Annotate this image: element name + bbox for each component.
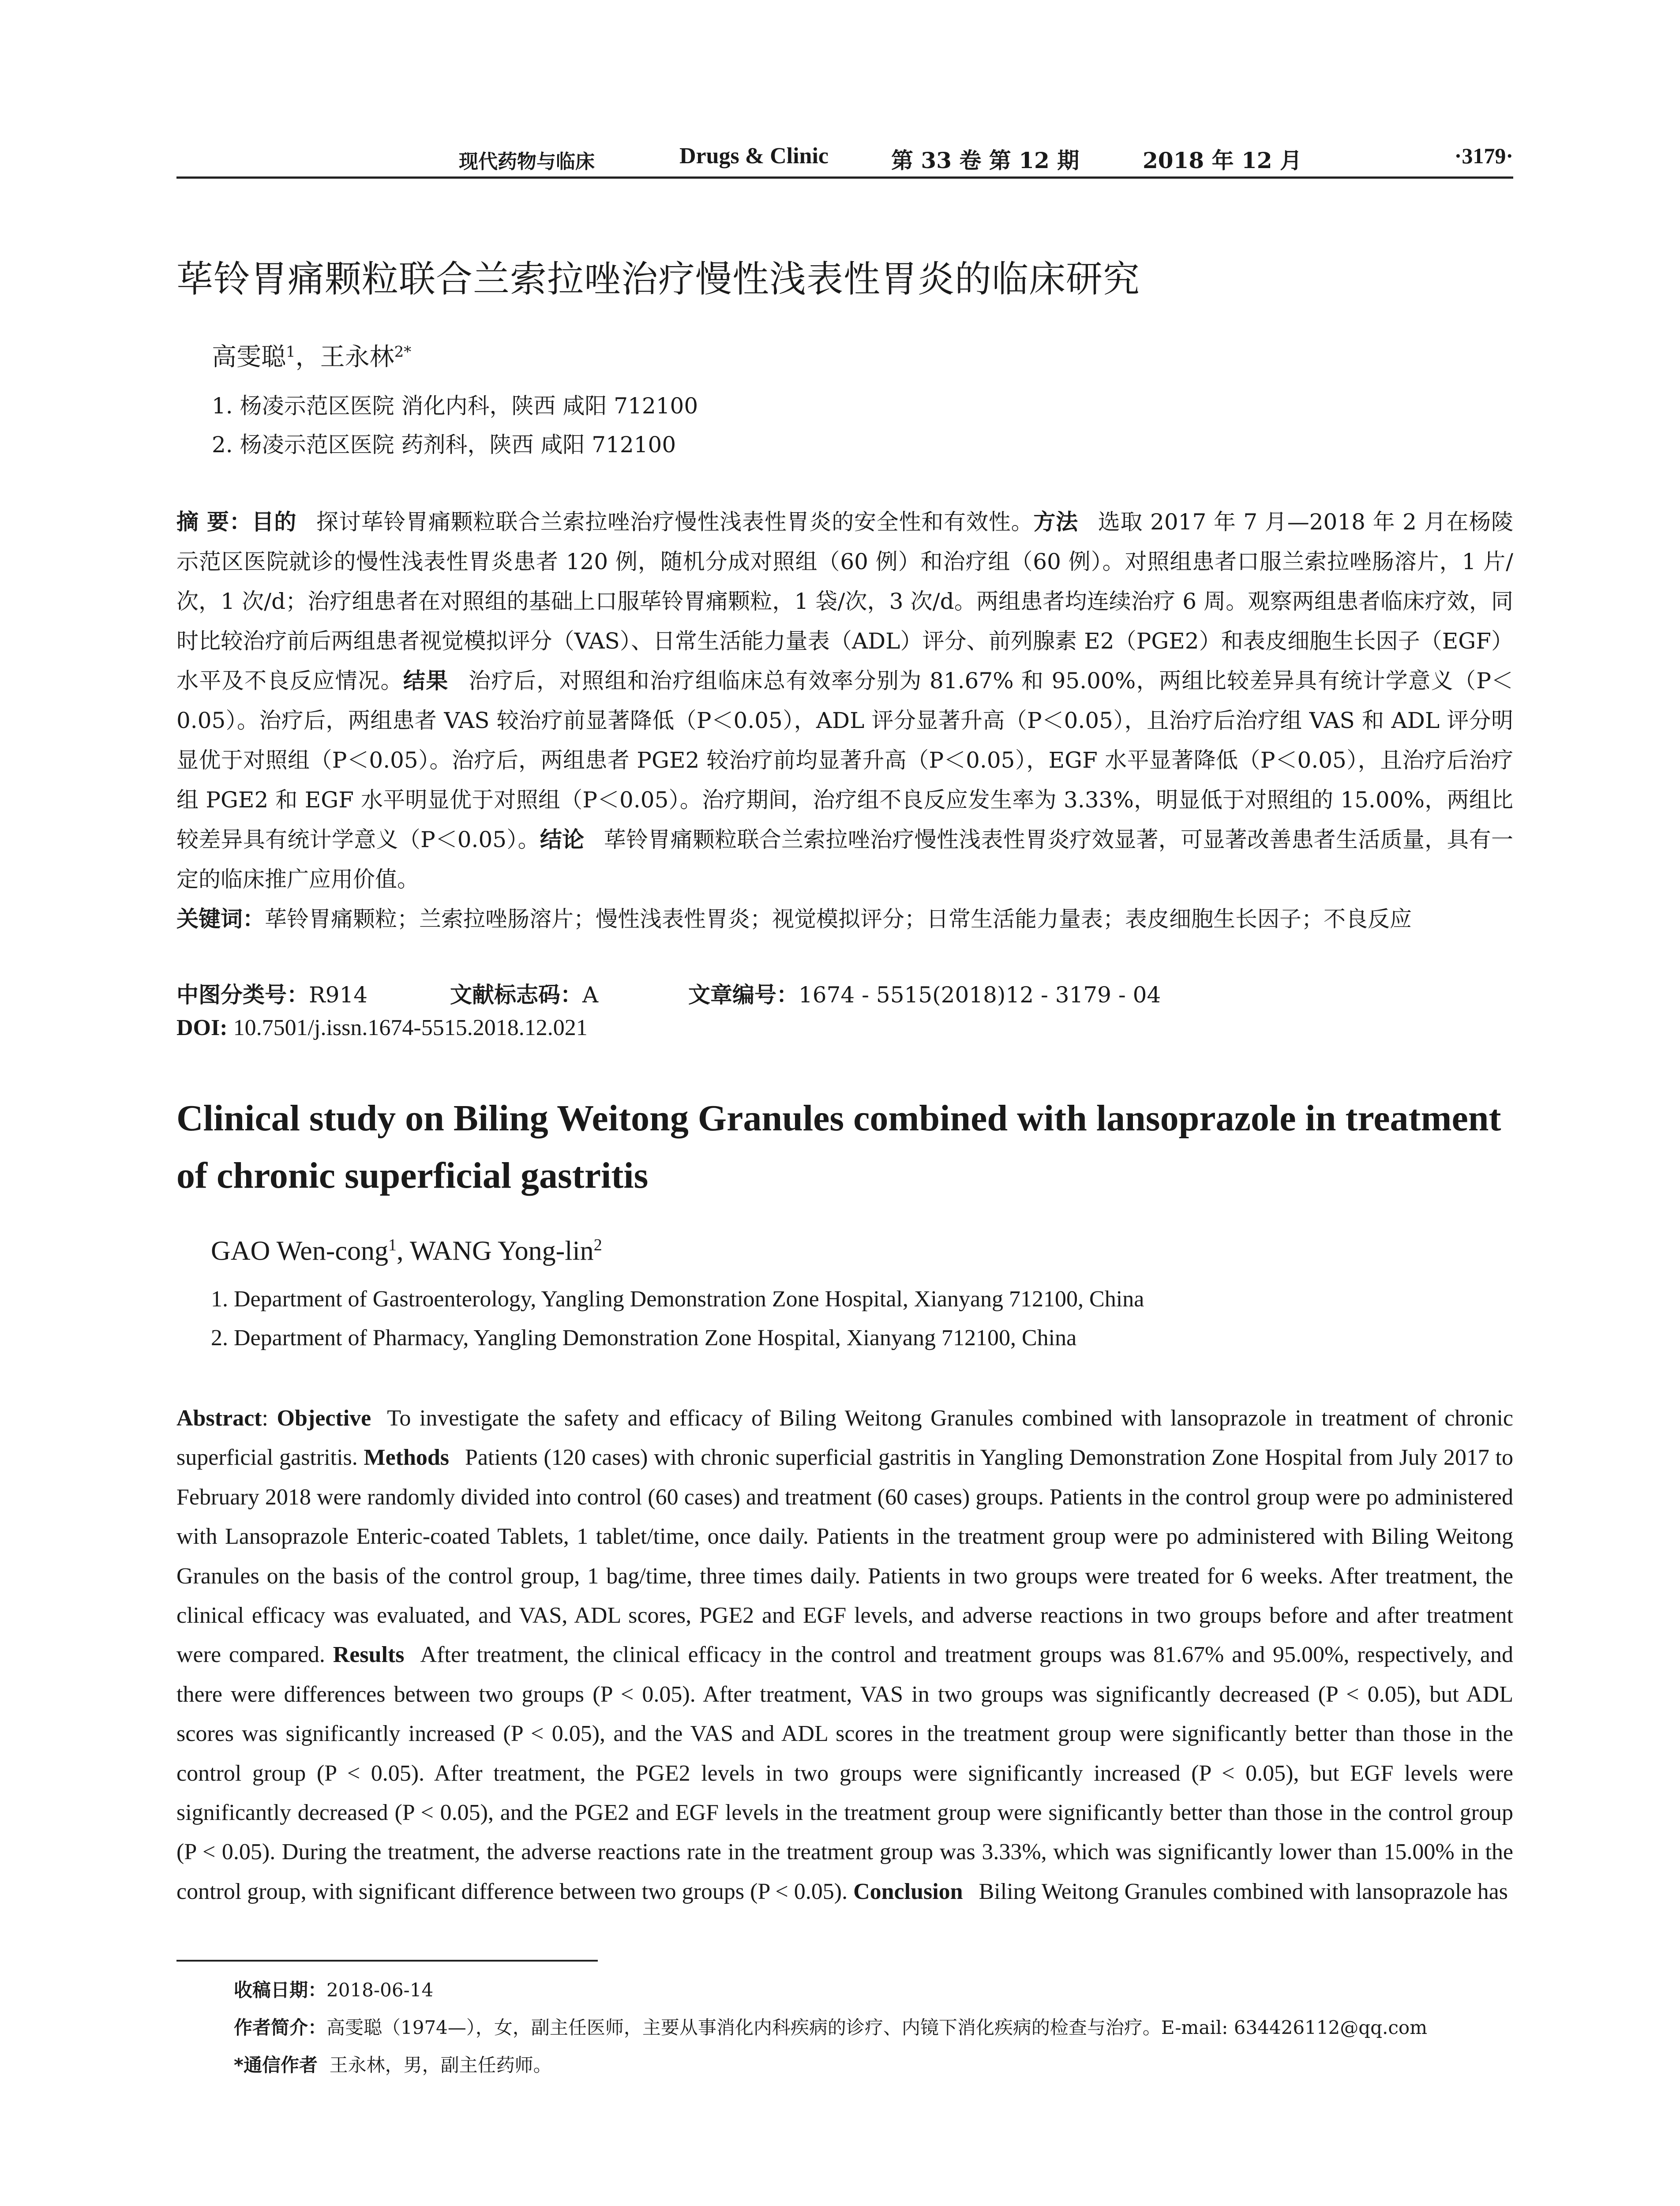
corresponding-author-label: *通信作者: [234, 2054, 318, 2076]
header-rule: [176, 176, 1513, 179]
author-2-en-affiliation-mark: 2: [593, 1236, 602, 1254]
methods-cn-text: 选取 2017 年 7 月—2018 年 2 月在杨陵示范区医院就诊的慢性浅表性胃炎患者 120 例，随机分成对照组（60 例）和治疗组（60 例）。对照组患者口服兰索拉唑肠溶片，1 片/次，1 次/d；治疗组患者在对照组的基础上口服荜铃胃痛颗粒，1 袋/次，3 次/d。两组患者均连续治疗 6 周。观察两组患者临床疗效，同时比较治疗前后两组患者视觉模拟评分（VAS）、日常生活能力量表（ADL）评分、前列腺素 E2（PGE2）和表皮细胞生长因子（EGF）水平及不良反应情况。: [176, 509, 1514, 694]
article-number: 1674 - 5515(2018)12 - 3179 - 04: [799, 982, 1161, 1008]
author-2-en: WANG Yong-lin: [409, 1236, 594, 1266]
clc-code: R914: [309, 982, 368, 1008]
author-1-cn: 高雯聪: [212, 343, 286, 371]
objective-cn-text: 探讨荜铃胃痛颗粒联合兰索拉唑治疗慢性浅表性胃炎的安全性和有效性。: [316, 509, 1034, 535]
affiliation-2-en: 2. Department of Pharmacy, Yangling Demonstration Zone Hospital, Xianyang 712100, China: [211, 1325, 1077, 1351]
journal-name-en: Drugs & Clinic: [679, 143, 829, 169]
received-date-note: [234, 1976, 433, 2002]
abstract-cn: [176, 502, 1513, 939]
author-2-cn-affiliation-mark: 2*: [394, 343, 412, 361]
doi-label: DOI:: [176, 1015, 228, 1040]
conclusion-cn-label: 结论: [540, 827, 585, 852]
results-en-text: After treatment, the clinical efficacy in the control and treatment groups was 81.67% and 95.00%, respectively, and there were differences between two groups (P < 0.05). After treatment, VAS in two groups was significantly decreased (P < 0.05), but ADL scores was significantly increased (P < 0.05), and the VAS and ADL scores in the treatment group were significantly better than those in the control group (P < 0.05). After treatment, the PGE2 levels in two groups were significantly increased (P < 0.05), but EGF levels were significantly decreased (P < 0.05), and the PGE2 and EGF levels in the treatment group were significantly better than those in the control group (P < 0.05). During the treatment, the adverse reactions rate in the treatment group was 3.33%, which was significantly lower than 15.00% in the control group, with significant difference between two groups (P < 0.05).: [176, 1642, 1513, 1904]
issue-date: 2018 年 12 月: [1143, 147, 1302, 173]
author-1-en: GAO Wen-cong: [211, 1236, 388, 1266]
article-number-label: 文章编号：: [688, 982, 799, 1008]
corresponding-author-note: [234, 2051, 552, 2077]
running-head: [176, 141, 1513, 176]
abstract-en-colon: :: [262, 1406, 277, 1431]
methods-en-text: Patients (120 cases) with chronic superficial gastritis in Yangling Demonstration Zone Hospital from July 2017 to February 2018 were randomly divided into control (60 cases) and treatment (60 cases) groups. Patients in the control group were po administered with Lansoprazole Enteric-coated Tablets, 1 tablet/time, once daily. Patients in the treatment group were po administered with Biling Weitong Granules on the basis of the control group, 1 bag/time, three times daily. Patients in two groups were treated for 6 weeks. After treatment, the clinical efficacy was evaluated, and VAS, ADL scores, PGE2 and EGF levels, and adverse reactions in two groups before and after treatment were compared.: [176, 1445, 1513, 1668]
author-bio-note: [234, 2013, 1427, 2040]
abstract-en-label: Abstract: [176, 1406, 262, 1431]
affiliation-2-cn: 2. 杨凌示范区医院 药剂科，陕西 咸阳 712100: [212, 432, 676, 458]
author-bio-text: 高雯聪（1974—），女，副主任医师，主要从事消化内科疾病的诊疗、内镜下消化疾病的检查与治疗。E-mail: 634426112@qq.com: [326, 2017, 1428, 2038]
received-label: 收稿日期：: [234, 1979, 327, 2001]
affiliation-1-cn: 1. 杨凌示范区医院 消化内科，陕西 咸阳 712100: [212, 393, 698, 419]
results-cn-label: 结果: [403, 668, 449, 694]
affiliation-1-en: 1. Department of Gastroenterology, Yangling Demonstration Zone Hospital, Xianyang 712100, China: [211, 1287, 1144, 1312]
clc-label: 中图分类号：: [176, 982, 309, 1008]
objective-cn-label: 目的: [251, 509, 297, 535]
objective-en-text: To investigate the safety and efficacy of Biling Weitong Granules combined with lansoprazole in treatment of chronic superficial gastritis.: [176, 1406, 1514, 1471]
title-cn: 荜铃胃痛颗粒联合兰索拉唑治疗慢性浅表性胃炎的临床研究: [176, 258, 1140, 300]
keywords-cn-text: 荜铃胃痛颗粒；兰索拉唑肠溶片；慢性浅表性胃炎；视觉模拟评分；日常生活能力量表；表皮细胞生长因子；不良反应: [265, 906, 1412, 932]
conclusion-en-text: Biling Weitong Granules combined with lansoprazole has: [979, 1879, 1508, 1904]
objective-en-label: Objective: [277, 1406, 371, 1431]
author-separator-en: ,: [396, 1236, 410, 1266]
results-cn-text: 治疗后，对照组和治疗组临床总有效率分别为 81.67% 和 95.00%，两组比较差异具有统计学意义（P＜0.05）。治疗后，两组患者 VAS 较治疗前显著降低（P＜0.05），ADL 评分显著升高（P＜0.05），且治疗后治疗组 VAS 和 ADL 评分明显优于对照组（P＜0.05）。治疗后，两组患者 PGE2 较治疗前均显著升高（P＜0.05），EGF 水平显著降低（P＜0.05），且治疗后治疗组 PGE2 和 EGF 水平明显优于对照组（P＜0.05）。治疗期间，治疗组不良反应发生率为 3.33%，明显低于对照组的 15.00%，两组比较差异具有统计学意义（P＜0.05）。: [176, 668, 1514, 852]
author-separator-cn: ，: [295, 343, 320, 371]
conclusion-cn-text: 荜铃胃痛颗粒联合兰索拉唑治疗慢性浅表性胃炎疗效显著，可显著改善患者生活质量，具有一定的临床推广应用价值。: [176, 827, 1513, 892]
keywords-cn-label: 关键词：: [176, 906, 265, 932]
methods-cn-label: 方法: [1033, 509, 1078, 535]
author-bio-label: 作者简介：: [234, 2017, 327, 2038]
doc-code-label: 文献标志码：: [450, 982, 582, 1008]
author-2-cn: 王永林: [320, 343, 394, 371]
authors-cn: [212, 338, 411, 373]
doc-code: A: [582, 982, 599, 1008]
author-1-en-affiliation-mark: 1: [388, 1236, 397, 1254]
methods-en-label: Methods: [364, 1445, 450, 1471]
author-1-cn-affiliation-mark: 1: [286, 343, 296, 361]
authors-en: [211, 1235, 602, 1267]
doi-line: [176, 1015, 588, 1041]
title-en: Clinical study on Biling Weitong Granules combined with lansoprazole in treatment of chronic superficial gastritis: [176, 1098, 1501, 1196]
received-date: 2018-06-14: [326, 1979, 434, 2001]
results-en-label: Results: [333, 1642, 405, 1668]
doi-value: 10.7501/j.issn.1674-5515.2018.12.021: [233, 1015, 588, 1040]
footnote-rule: [176, 1960, 598, 1962]
journal-name-cn: 现代药物与临床: [459, 150, 595, 173]
corresponding-author-text: 王永林，男，副主任药师。: [329, 2054, 552, 2076]
abstract-cn-label: 摘 要：: [176, 509, 252, 535]
page-number: ·3179·: [1454, 143, 1513, 168]
volume-issue: 第 33 卷 第 12 期: [891, 147, 1080, 173]
classification-line: [176, 977, 1161, 1009]
conclusion-en-label: Conclusion: [853, 1879, 963, 1904]
abstract-en: [176, 1399, 1513, 1911]
